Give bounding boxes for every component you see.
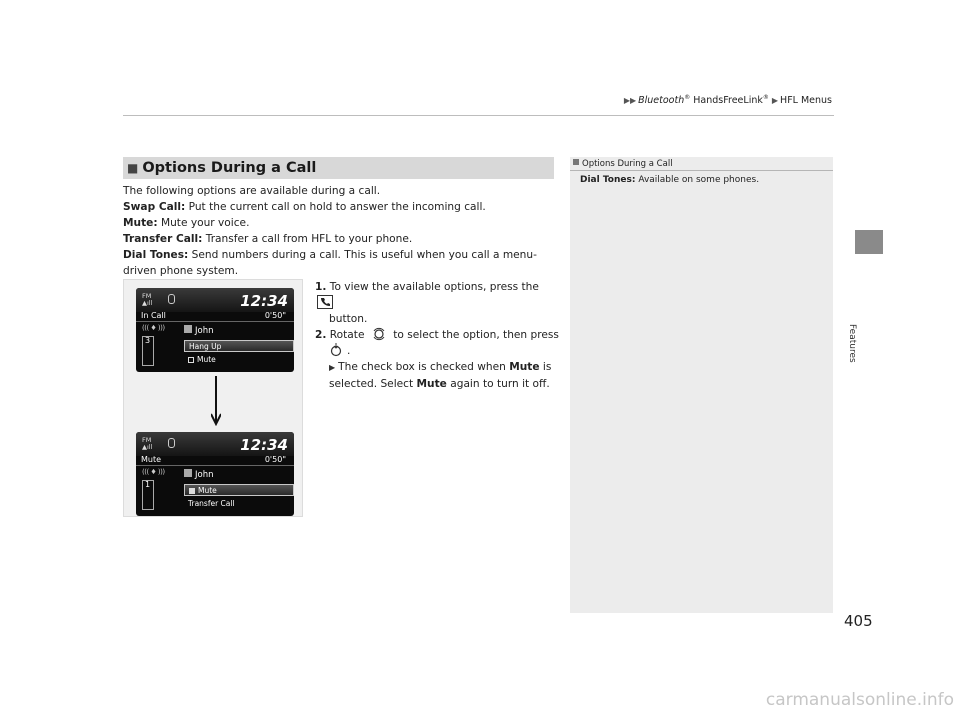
sidebar-note xyxy=(570,157,833,613)
contact-icon xyxy=(184,469,192,477)
interface-dial-icon xyxy=(372,327,386,341)
call-status: Mute xyxy=(141,455,162,464)
triangle-right-icon: ▶ xyxy=(771,96,779,106)
bluetooth-icon xyxy=(168,294,175,304)
reference-icon xyxy=(573,159,579,165)
display-screen-mute xyxy=(136,432,294,516)
steps: 1. To view the available options, press the button. 2. Rotate to select the option, then press . ▶ The check box is checked when Mute is selected. Select Mute again to turn it off. xyxy=(315,281,559,390)
option-mute: Mute: Mute your voice. xyxy=(123,217,250,229)
breadcrumb-bluetooth: Bluetooth xyxy=(638,95,685,107)
breadcrumb: ▶▶ Bluetooth® HandsFreeLink® ▶ HFL Menus xyxy=(623,94,832,107)
display-screen-in-call xyxy=(136,288,294,372)
option-dial-tones: Dial Tones: Send numbers during a call. This is useful when you call a menu-driven phone system. xyxy=(123,249,537,277)
breadcrumb-hfl-menus: HFL Menus xyxy=(780,95,832,107)
chapter-label: Features xyxy=(847,324,857,363)
call-duration: 0'50" xyxy=(264,455,286,464)
intro-text xyxy=(123,183,563,279)
option-swap-call: Swap Call: Put the current call on hold to answer the incoming call. xyxy=(123,201,486,213)
call-status: In Call xyxy=(141,311,166,320)
menu-item-mute[interactable]: Mute xyxy=(184,354,294,366)
contact-name: John xyxy=(184,469,213,480)
bluetooth-icon xyxy=(168,438,175,448)
breadcrumb-hfl: HandsFreeLink xyxy=(690,95,763,107)
page-number: 405 xyxy=(844,612,873,630)
phone-icon xyxy=(317,295,333,309)
triangle-right-icon: ▶▶ xyxy=(623,96,637,106)
chapter-tab xyxy=(855,230,883,254)
step-result: ▶ The check box is checked when Mute is selected. Select Mute again to turn it off. xyxy=(329,361,552,390)
signal-icon: FM ▲ıll xyxy=(142,292,153,307)
arrow-down-icon xyxy=(211,376,221,426)
press-dial-icon xyxy=(329,343,343,357)
sidebar-heading: Options During a Call xyxy=(570,157,833,171)
menu-item-mute-checked[interactable]: Mute xyxy=(184,484,294,496)
step-2: 2. Rotate to select the option, then press xyxy=(315,329,559,341)
intro-lead: The following options are available during a call. xyxy=(123,185,381,197)
checkbox-icon xyxy=(188,357,194,363)
section-title: Options During a Call xyxy=(142,160,317,176)
keypad-icon: 1 xyxy=(142,480,154,510)
section-heading xyxy=(123,157,554,179)
step-1: 1. To view the available options, press the xyxy=(315,279,560,311)
watermark: carmanualsonline.info xyxy=(765,690,954,710)
menu-item-transfer-call[interactable]: Transfer Call xyxy=(188,499,235,508)
option-transfer-call: Transfer Call: Transfer a call from HFL to your phone. xyxy=(123,233,413,245)
header-rule xyxy=(123,115,834,116)
clock: 12:34 xyxy=(240,436,288,454)
screen-illustration xyxy=(123,279,303,517)
call-duration: 0'50" xyxy=(264,311,286,320)
clock: 12:34 xyxy=(240,292,288,310)
square-bullet-icon: ■ xyxy=(127,161,139,175)
menu-item-hang-up[interactable]: Hang Up xyxy=(184,340,294,352)
call-signal-icon: ((( ♦ ))) xyxy=(142,468,165,476)
sidebar-text: Dial Tones: Available on some phones. xyxy=(580,175,760,185)
call-signal-icon: ((( ♦ ))) xyxy=(142,324,165,332)
contact-icon xyxy=(184,325,192,333)
triangle-right-icon: ▶ xyxy=(329,363,336,372)
signal-icon: FM ▲ıll xyxy=(142,436,153,451)
keypad-icon: 3 xyxy=(142,336,154,366)
contact-name: John xyxy=(184,325,213,336)
checkbox-checked-icon xyxy=(189,488,195,494)
